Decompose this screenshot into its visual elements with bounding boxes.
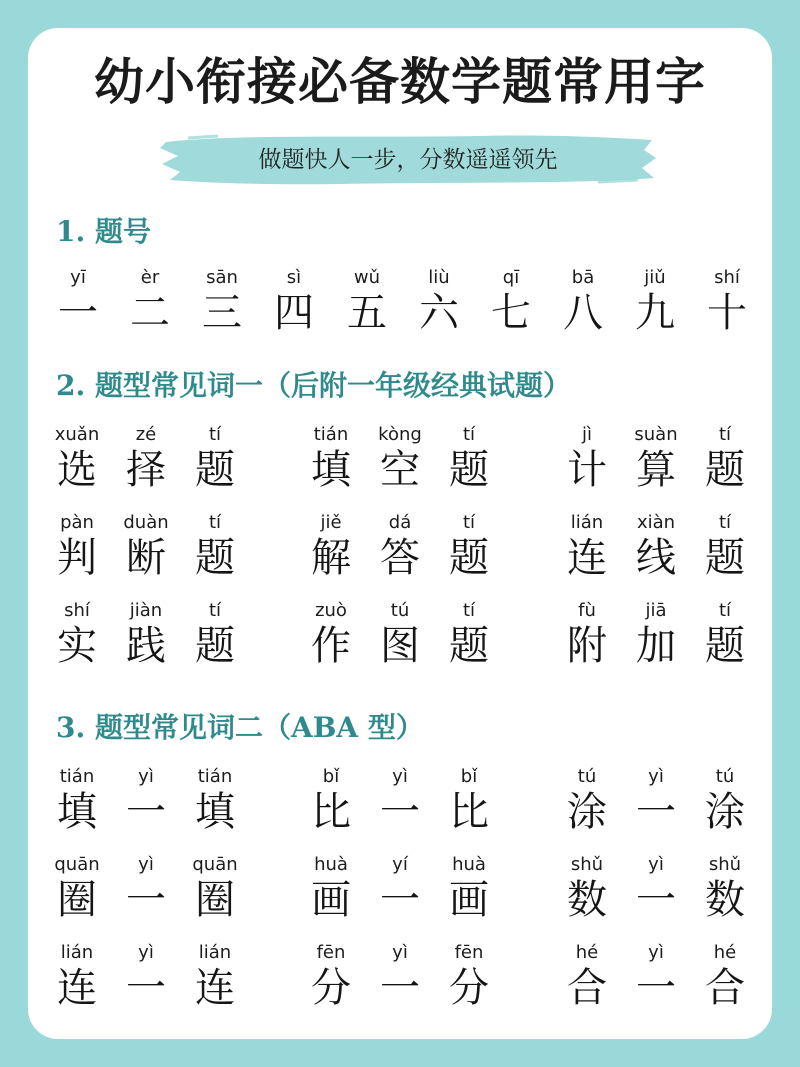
hanzi: 算 xyxy=(636,447,676,493)
char-cell xyxy=(106,766,186,836)
pinyin: tí xyxy=(718,512,732,533)
char-cell xyxy=(616,766,696,836)
char-cell xyxy=(615,267,695,337)
hanzi: 一 xyxy=(126,789,166,835)
hanzi: 题 xyxy=(705,623,745,669)
pinyin: jiě xyxy=(320,512,342,533)
char-cell xyxy=(547,942,627,1012)
hanzi: 连 xyxy=(567,535,607,581)
pinyin: tí xyxy=(208,512,222,533)
hanzi: 一 xyxy=(636,877,676,923)
char-cell xyxy=(616,942,696,1012)
hanzi: 涂 xyxy=(705,789,745,835)
char-cell xyxy=(106,854,186,924)
pinyin: fēn xyxy=(454,942,484,963)
pinyin: tú xyxy=(577,766,597,787)
hanzi: 一 xyxy=(636,789,676,835)
char-cell xyxy=(291,854,371,924)
hanzi: 题 xyxy=(449,447,489,493)
hanzi: 画 xyxy=(449,877,489,923)
hanzi: 连 xyxy=(195,965,235,1011)
hanzi: 选 xyxy=(57,447,97,493)
char-cell xyxy=(106,942,186,1012)
hanzi: 空 xyxy=(380,447,420,493)
hanzi: 九 xyxy=(635,290,675,336)
pinyin: tí xyxy=(208,600,222,621)
pinyin: duàn xyxy=(123,512,169,533)
char-cell xyxy=(110,267,190,337)
char-cell xyxy=(685,766,765,836)
pinyin: jiǔ xyxy=(644,267,666,288)
section-heading-question-types-2: 3. 题型常见词二（ABA 型） xyxy=(56,711,424,744)
char-cell xyxy=(37,942,117,1012)
pinyin: yì xyxy=(138,854,154,875)
char-cell xyxy=(37,766,117,836)
hanzi: 断 xyxy=(126,535,166,581)
pinyin: shí xyxy=(64,600,90,621)
hanzi: 加 xyxy=(636,623,676,669)
hanzi: 涂 xyxy=(567,789,607,835)
pinyin: dá xyxy=(388,512,412,533)
page-title: 幼小衔接必备数学题常用字 xyxy=(94,53,706,111)
char-cell xyxy=(360,512,440,582)
char-cell xyxy=(175,942,255,1012)
char-cell xyxy=(291,766,371,836)
pinyin: bā xyxy=(571,267,595,288)
hanzi: 圈 xyxy=(195,877,235,923)
hanzi: 计 xyxy=(567,447,607,493)
pinyin: zuò xyxy=(315,600,347,621)
pinyin: quān xyxy=(192,854,238,875)
section-heading-question-types-1: 2. 题型常见词一（后附一年级经典试题） xyxy=(56,369,571,402)
hanzi: 一 xyxy=(126,877,166,923)
pinyin: shǔ xyxy=(708,854,742,875)
hanzi: 线 xyxy=(636,535,676,581)
pinyin: pàn xyxy=(60,512,94,533)
char-cell xyxy=(360,854,440,924)
char-cell xyxy=(37,512,117,582)
char-cell xyxy=(37,854,117,924)
pinyin: yì xyxy=(648,942,664,963)
hanzi: 实 xyxy=(57,623,97,669)
pinyin: yì xyxy=(392,942,408,963)
char-cell xyxy=(106,424,186,494)
char-cell xyxy=(685,942,765,1012)
pinyin: yí xyxy=(392,854,408,875)
pinyin: suàn xyxy=(634,424,678,445)
char-cell xyxy=(429,942,509,1012)
hanzi: 题 xyxy=(195,623,235,669)
pinyin: yì xyxy=(648,766,664,787)
hanzi: 题 xyxy=(449,623,489,669)
char-cell xyxy=(399,267,479,337)
hanzi: 八 xyxy=(563,290,603,336)
hanzi: 画 xyxy=(311,877,351,923)
hanzi: 六 xyxy=(419,290,459,336)
char-cell xyxy=(685,424,765,494)
hanzi: 连 xyxy=(57,965,97,1011)
hanzi: 填 xyxy=(57,789,97,835)
pinyin: shí xyxy=(714,267,740,288)
char-cell xyxy=(175,600,255,670)
pinyin: fēn xyxy=(316,942,346,963)
char-cell xyxy=(360,942,440,1012)
hanzi: 二 xyxy=(130,290,170,336)
pinyin: lián xyxy=(60,942,94,963)
hanzi: 数 xyxy=(705,877,745,923)
char-cell xyxy=(291,942,371,1012)
pinyin: bǐ xyxy=(322,766,340,787)
pinyin: bǐ xyxy=(460,766,478,787)
hanzi: 一 xyxy=(636,965,676,1011)
pinyin: sì xyxy=(286,267,302,288)
char-cell xyxy=(429,854,509,924)
pinyin: shǔ xyxy=(570,854,604,875)
hanzi: 判 xyxy=(57,535,97,581)
char-cell xyxy=(429,766,509,836)
char-cell xyxy=(547,512,627,582)
pinyin: hé xyxy=(713,942,737,963)
pinyin: xiàn xyxy=(636,512,676,533)
char-cell xyxy=(547,854,627,924)
char-cell xyxy=(543,267,623,337)
pinyin: kòng xyxy=(378,424,422,445)
char-cell xyxy=(547,766,627,836)
char-cell xyxy=(254,267,334,337)
char-cell xyxy=(685,512,765,582)
hanzi: 解 xyxy=(311,535,351,581)
section-heading-numbers: 1. 题号 xyxy=(56,215,151,248)
hanzi: 七 xyxy=(491,290,531,336)
pinyin: jiā xyxy=(645,600,667,621)
char-cell xyxy=(687,267,767,337)
hanzi: 题 xyxy=(705,535,745,581)
hanzi: 数 xyxy=(567,877,607,923)
hanzi: 践 xyxy=(126,623,166,669)
pinyin: fù xyxy=(578,600,596,621)
pinyin: yì xyxy=(648,854,664,875)
hanzi: 择 xyxy=(126,447,166,493)
pinyin: tí xyxy=(718,424,732,445)
pinyin: hé xyxy=(575,942,599,963)
pinyin: tí xyxy=(208,424,222,445)
char-cell xyxy=(429,600,509,670)
char-cell xyxy=(175,766,255,836)
pinyin: yì xyxy=(392,766,408,787)
pinyin: tián xyxy=(59,766,95,787)
hanzi: 比 xyxy=(449,789,489,835)
pinyin: huà xyxy=(452,854,486,875)
hanzi: 一 xyxy=(380,965,420,1011)
hanzi: 一 xyxy=(126,965,166,1011)
char-cell xyxy=(429,512,509,582)
hanzi: 十 xyxy=(707,290,747,336)
pinyin: xuǎn xyxy=(54,424,100,445)
char-cell xyxy=(106,600,186,670)
char-cell xyxy=(37,424,117,494)
pinyin: zé xyxy=(135,424,157,445)
pinyin: tí xyxy=(718,600,732,621)
hanzi: 分 xyxy=(311,965,351,1011)
hanzi: 答 xyxy=(380,535,420,581)
pinyin: tí xyxy=(462,512,476,533)
hanzi: 分 xyxy=(449,965,489,1011)
hanzi: 作 xyxy=(311,623,351,669)
hanzi: 五 xyxy=(347,290,387,336)
char-cell xyxy=(175,854,255,924)
char-cell xyxy=(175,512,255,582)
hanzi: 图 xyxy=(380,623,420,669)
pinyin: yì xyxy=(138,766,154,787)
char-cell xyxy=(106,512,186,582)
hanzi: 题 xyxy=(195,535,235,581)
hanzi: 填 xyxy=(311,447,351,493)
hanzi: 题 xyxy=(195,447,235,493)
char-cell xyxy=(616,854,696,924)
hanzi: 圈 xyxy=(57,877,97,923)
char-cell xyxy=(547,600,627,670)
char-cell xyxy=(616,424,696,494)
hanzi: 三 xyxy=(202,290,242,336)
pinyin: tú xyxy=(715,766,735,787)
pinyin: jì xyxy=(581,424,592,445)
hanzi: 一 xyxy=(380,877,420,923)
char-cell xyxy=(360,600,440,670)
pinyin: tí xyxy=(462,600,476,621)
hanzi: 四 xyxy=(274,290,314,336)
char-cell xyxy=(360,766,440,836)
pinyin: wǔ xyxy=(353,267,381,288)
char-cell xyxy=(37,600,117,670)
subtitle: 做题快人一步，分数遥遥领先 xyxy=(258,147,558,173)
char-cell xyxy=(685,600,765,670)
char-cell xyxy=(471,267,551,337)
char-cell xyxy=(38,267,118,337)
hanzi: 合 xyxy=(705,965,745,1011)
char-cell xyxy=(616,512,696,582)
char-cell xyxy=(175,424,255,494)
hanzi: 附 xyxy=(567,623,607,669)
pinyin: yì xyxy=(138,942,154,963)
hanzi: 一 xyxy=(380,789,420,835)
hanzi: 比 xyxy=(311,789,351,835)
hanzi: 一 xyxy=(58,290,98,336)
hanzi: 题 xyxy=(705,447,745,493)
hanzi: 题 xyxy=(449,535,489,581)
pinyin: huà xyxy=(314,854,348,875)
pinyin: sān xyxy=(206,267,238,288)
char-cell xyxy=(685,854,765,924)
pinyin: jiàn xyxy=(129,600,163,621)
char-cell xyxy=(291,600,371,670)
char-cell xyxy=(327,267,407,337)
pinyin: lián xyxy=(198,942,232,963)
char-cell xyxy=(360,424,440,494)
char-cell xyxy=(291,424,371,494)
pinyin: tián xyxy=(197,766,233,787)
char-cell xyxy=(616,600,696,670)
hanzi: 合 xyxy=(567,965,607,1011)
pinyin: tí xyxy=(462,424,476,445)
char-cell xyxy=(291,512,371,582)
pinyin: liù xyxy=(428,267,450,288)
char-cell xyxy=(182,267,262,337)
char-cell xyxy=(429,424,509,494)
pinyin: èr xyxy=(140,267,160,288)
pinyin: yī xyxy=(70,267,86,288)
pinyin: tú xyxy=(390,600,410,621)
hanzi: 填 xyxy=(195,789,235,835)
pinyin: quān xyxy=(54,854,100,875)
char-cell xyxy=(547,424,627,494)
pinyin: tián xyxy=(313,424,349,445)
pinyin: lián xyxy=(570,512,604,533)
pinyin: qī xyxy=(502,267,520,288)
